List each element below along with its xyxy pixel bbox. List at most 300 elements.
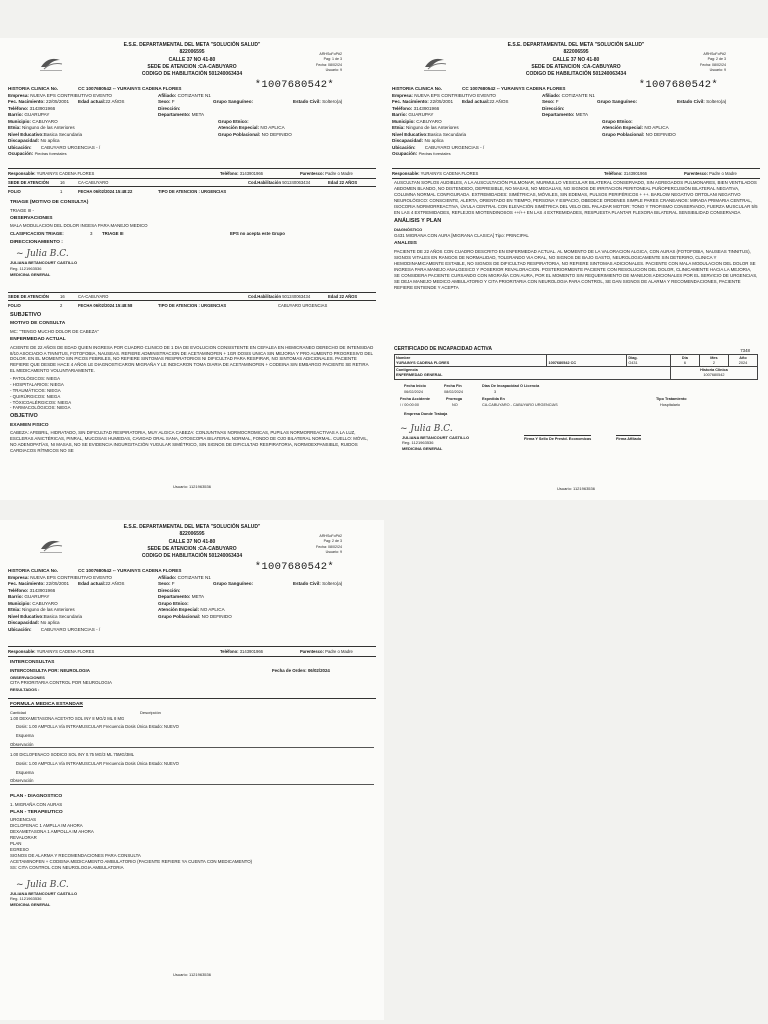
header-meta <box>316 52 342 74</box>
phone-label: Teléfono: <box>392 105 413 111</box>
nivel-value: Basica Secundaria <box>43 613 83 619</box>
responsable-label: Responsable: <box>8 649 36 654</box>
ocupacion-value: Piedras forestales <box>34 151 67 156</box>
doctor-signature-block <box>10 891 374 908</box>
empresa-value: NUEVA EPS CONTRIBUTIVO EVENTO <box>414 92 496 98</box>
signature-icon: ~ Julia B.C. <box>400 423 453 434</box>
esquema-label: Esquema <box>16 769 34 775</box>
municipio-value: CABUYARO <box>416 118 442 124</box>
fecha-accidente-value: / / 00:00:00 <box>400 402 419 407</box>
sede-name: SEDE DE ATENCION :CA-CABUYARO <box>147 545 237 552</box>
discapacidad-label: Discapacidad: <box>8 138 40 143</box>
history-page-2 <box>384 38 768 500</box>
etnia-value: Ninguno de las Anteriores <box>22 607 75 612</box>
header-meta <box>316 534 342 556</box>
empresa-label: Empresa: <box>392 92 413 98</box>
sex-label: Sexo: <box>158 99 171 104</box>
cod-label: Cod.Habilitación <box>248 294 282 299</box>
observacion-label: Observación <box>10 742 374 749</box>
observaciones-value: CITA PRIORITARIA CONTROL POR NEUROLOGIA <box>10 680 112 685</box>
plan-item: EGRESO <box>10 846 29 852</box>
signature-icon: ~ Julia B.C. <box>16 249 69 260</box>
responsable-phone-value: 3143901966 <box>239 171 263 176</box>
sede-label: SEDE DE ATENCIÓN <box>8 180 49 185</box>
plan-item: SS: CITA CONTROL CON NEUROLOGIA AMBULATORIA <box>10 864 124 870</box>
dias-value: 3 <box>494 389 497 394</box>
nivel-label: Nivel Educativo: <box>8 613 44 619</box>
patient-block <box>8 568 376 633</box>
form-code: ARHSoFoP#2 <box>319 52 342 56</box>
phone-label: Teléfono: <box>8 587 29 593</box>
plan-item: DICLOFENAC 1 AMPLLA IM AHORA <box>10 823 83 829</box>
header-user: Usuario: 9 <box>325 68 342 73</box>
observacion-label: Observación <box>10 778 374 785</box>
barrio-label: Barrio: <box>8 112 24 117</box>
cert-contingencia-label: Contigencia <box>396 367 418 372</box>
cert-day-label: Día <box>681 355 688 360</box>
responsable-phone-label: Teléfono: <box>220 649 239 654</box>
folio-date: FECHA 06/02/2024 15:48:22 <box>78 189 133 194</box>
interconsultas-title: INTERCONSULTAS <box>10 660 55 665</box>
habilitation-code: CODIGO DE HABILITACIÓN 501240063434 <box>141 553 243 559</box>
etnia-label: Etnia: <box>8 125 21 130</box>
cert-historia-value: 1007680542 <box>703 372 725 377</box>
responsable-row <box>8 170 376 177</box>
prorroga-label: Prorroga <box>446 396 463 401</box>
dias-label: Dias De Incapacidad O Licencia <box>482 383 540 388</box>
divider <box>8 168 376 169</box>
ocupacion-value: Piedras forestales <box>418 151 451 156</box>
footer-user: Usuario: 1121963536 <box>173 484 211 489</box>
motivo-title: MOTIVO DE CONSULTA <box>10 321 66 327</box>
doctor-name: JULIANA BETANCOURT CASTILLO <box>10 260 78 266</box>
org-name: E.S.E. DEPARTAMENTAL DEL META "SOLUCIÓN SALUD" <box>123 524 261 530</box>
age-value: 22 AÑOS <box>489 99 509 104</box>
poblacional-value: NO DEFINIDO <box>201 613 232 619</box>
doctor-name: JULIANA BETANCOURT CASTILLO <box>10 890 78 896</box>
address-label: Dirección: <box>542 105 565 111</box>
birth-value: 22/05/2001 <box>430 99 454 104</box>
expedida-label: Expedida En <box>482 396 505 401</box>
poblacional-label: Grupo Poblacional: <box>218 131 261 137</box>
doctor-signature-block <box>402 435 469 452</box>
etnia-label: Etnia: <box>392 125 405 130</box>
analisis-plan-title: ANÁLISIS Y PLAN <box>394 217 442 224</box>
antecedente-item: - HOSPITALARIOS: NIEGA <box>10 381 64 387</box>
age-value: 22 AÑOS <box>105 99 125 104</box>
clasificacion-number: 3 <box>90 230 93 236</box>
tipo-atencion: TIPO DE ATENCION : URGENCIAS <box>158 303 227 308</box>
divider <box>8 300 376 301</box>
afiliado-value: COTIZANTE N1 <box>177 574 211 580</box>
cert-historia-label: Historia Clinica <box>700 367 728 372</box>
empresa-value: NUEVA EPS CONTRIBUTIVO EVENTO <box>30 574 112 580</box>
doctor-reg: Reg. 1121963536 <box>10 896 42 902</box>
responsable-label: Responsable: <box>8 171 36 176</box>
antecedente-item: - PATOLÓGICOS: NIEGA <box>10 375 61 381</box>
historia-value: CC 1007680542 -- YURAINYS CADENA FLORES <box>78 568 182 573</box>
barrio-label: Barrio: <box>392 112 408 117</box>
descripcion-label: Descripción <box>140 709 161 715</box>
print-date: Fecha: 08/02/24 <box>700 62 726 67</box>
cert-month-label: Mes <box>710 355 718 360</box>
tipo-tratamiento-label: Tipo Tratamiento <box>656 396 687 401</box>
certificate-signatures <box>394 435 758 455</box>
plan-terapeutico-title: PLAN - TERAPEUTICO <box>10 809 63 815</box>
etnico-label: Grupo Etnico: <box>218 118 249 124</box>
folio-date: FECHA 06/02/2024 15:48:58 <box>78 303 133 308</box>
plan-list <box>10 817 374 870</box>
sede-band-2 <box>8 293 376 300</box>
nivel-label: Nivel Educativo: <box>8 131 44 137</box>
parentesco-label: Parentesco: <box>684 171 708 176</box>
responsable-phone-value: 3143901966 <box>623 171 647 176</box>
atencion-label: Atención Especial: <box>158 607 200 612</box>
barcode-text: *1007680542* <box>254 79 334 91</box>
cod-value: 501240063434 <box>282 294 311 299</box>
enfermedad-title: ENFERMEDAD ACTUAL <box>10 336 66 342</box>
depto-value: META <box>575 112 589 117</box>
fecha-inicio-value: 06/02/2024 <box>404 389 424 394</box>
sex-value: F <box>555 99 559 104</box>
firma-prestaciones-label: Firma Y Sello De Prestd. Economicas <box>524 436 592 441</box>
antecedente-item: - TÓXICOALÉRGICOS: NIEGA <box>10 399 72 405</box>
patient-block <box>392 86 760 158</box>
age-label: Edad actual: <box>78 99 106 104</box>
doctor-signature-block <box>10 260 374 277</box>
municipio-value: CABUYARO <box>32 118 58 124</box>
plan-item: PLAN <box>10 840 22 846</box>
fecha-fin-label: Fecha Fin <box>444 383 462 388</box>
responsable-value: YURAINYS CADENA FLORES <box>420 171 479 176</box>
sede-value: CA-CABUYARO <box>78 180 109 185</box>
triage-section <box>10 198 374 277</box>
cert-nombre-value: YURAINYS CADENA FLORES <box>396 360 450 365</box>
atencion-value: NO APLICA <box>200 607 225 612</box>
ocupacion-label: Ocupación: <box>8 151 34 156</box>
org-nit: 822006595 <box>179 531 205 538</box>
responsable-row <box>392 170 760 177</box>
org-nit: 822006595 <box>179 49 205 56</box>
municipio-label: Municipio: <box>8 118 31 124</box>
folio-value: 1 <box>60 189 63 194</box>
civil-label: Estado Civil: <box>677 99 705 104</box>
responsable-row <box>8 648 376 655</box>
parentesco-value: Padre o Madre <box>325 171 353 176</box>
page-number: Pag: 1 de 3 <box>323 57 342 62</box>
address-label: Dirección: <box>158 587 181 593</box>
form-code: ARHSoFoP#2 <box>703 52 726 56</box>
responsable-value: YURAINYS CADENA FLORES <box>36 649 95 654</box>
cert-nombre-label: Nombre <box>396 355 411 360</box>
nivel-value: Basica Secundaria <box>427 131 467 137</box>
subjetivo-section <box>10 310 374 456</box>
clasificacion-value: TRIAGE III <box>102 230 124 236</box>
clasificacion-label: CLASIFICACION TRIAGE: <box>10 230 64 236</box>
empresa-value: NUEVA EPS CONTRIBUTIVO EVENTO <box>30 92 112 98</box>
discapacidad-value: No aplica <box>424 138 444 143</box>
observaciones-label: OBSERVACIONES <box>10 674 45 680</box>
plan-item: SIGNOS DE ALARMA Y RECOMENDACIONES PARA CONSULTA <box>10 852 141 858</box>
responsable-value: YURAINYS CADENA FLORES <box>36 171 95 176</box>
antecedentes-list <box>10 376 374 412</box>
enfermedad-value: ACIENTE DE 22 AÑOS DE EDAD QUIEN INGRESA POR CUADRO CLINICO DE 1 DIA DE EVOLUCION CONSISTENTE EN CEFALEA EN HEMICRANEO DERECHO DE INTENSIDAD 8/10 ASOCIADO A TINNITUS, FOTOFOBIA, NAUSEAS. REFIERE ADMINISTRACION DE ACETAMINOFEN + 1GR DOSIS UNICA SIN MEJORIA Y PRO AUMENTO PROGRESIVO DEL DOLOR. EN EL MOMENTO SIN PICOS FEBRILES, NO REFIERE SINTOMAS RESPIRATORIOS NI DIFICULTAD PARA RESPIRAR, NO SINTOMAS ADICIONALES. PACIENTE REFIERE QUE DESDE HACE 4 AÑOS LE DIAGNOSTICARON MIGRAÑA Y LE INDICARON TOMA DIARIA DE ACETAMINOFEN + CODEINA SIN EMBARGO PACIENTE SE RETIRA EL MEDICAMENTO VOLUNTARIAMENTE. <box>10 344 374 374</box>
responsable-phone-label: Teléfono: <box>220 171 239 176</box>
barrio-value: GUARUPAY <box>408 112 434 117</box>
sex-value: F <box>171 99 175 104</box>
history-page-3 <box>0 520 384 1020</box>
exam-continued <box>394 180 758 292</box>
phone-value: 3143901966 <box>29 105 56 111</box>
sede-label: SEDE DE ATENCIÓN <box>8 294 49 299</box>
plan-diagnostico-value: 1. MIGRAÑA CON AURAS <box>10 801 63 807</box>
divider <box>8 646 376 647</box>
etnico-label: Grupo Etnico: <box>602 118 633 124</box>
phone-value: 3143901966 <box>29 587 56 593</box>
formula-section <box>10 700 374 785</box>
cod-value: 501240063434 <box>282 180 311 185</box>
motivo-value: MC: "TENGO MUCHO DOLOR DE CABEZA" <box>10 329 99 335</box>
fecha-fin-value: 08/02/2024 <box>444 389 464 394</box>
discapacidad-label: Discapacidad: <box>8 620 40 625</box>
objetivo-title: OBJETIVO <box>10 413 38 420</box>
firma-afiliado-label: Firma Afiliado <box>616 436 642 441</box>
afiliado-label: Afiliado: <box>158 574 177 580</box>
birth-label: Fec. Nacimiento: <box>8 581 45 586</box>
expedida-value: CA-CABUYARO - CABUYARO URGENCIAS <box>482 402 558 407</box>
age-value: 22 AÑOS <box>105 581 125 586</box>
nivel-label: Nivel Educativo: <box>392 131 428 137</box>
historia-value: CC 1007680542 -- YURAINYS CADENA FLORES <box>462 86 566 91</box>
doctor-name: JULIANA BETANCOURT CASTILLO <box>402 434 470 440</box>
plan-item: DEXAMETASONA 1 AMPOLLA IM AHORA <box>10 829 94 835</box>
municipio-label: Municipio: <box>392 118 415 124</box>
antecedente-item: - FARMACOLÓGICOS: NIEGA <box>10 405 71 411</box>
depto-label: Departamento: <box>542 112 575 117</box>
parentesco-value: Padre o Madre <box>709 171 737 176</box>
doctor-reg: Reg. 1121963536 <box>402 440 434 446</box>
atencion-value: NO APLICA <box>644 125 669 130</box>
doctor-role: MEDICINA GENERAL <box>402 445 443 451</box>
barrio-value: GUARUPAY <box>24 112 50 117</box>
civil-value: Soltero(a) <box>322 581 343 586</box>
discapacidad-value: No aplica <box>40 138 60 143</box>
page-number: Pag: 2 de 3 <box>323 539 342 544</box>
etnia-value: Ninguno de las Anteriores <box>406 125 459 130</box>
poblacional-value: NO DEFINIDO <box>261 131 292 137</box>
triage-title: TRIAGE (MOTIVO DE CONSULTA) <box>10 200 89 205</box>
analisis-title: ANALISIS <box>394 241 417 247</box>
barrio-label: Barrio: <box>8 594 24 599</box>
ubicacion-value: CABUYARO URGENCIAS - / <box>40 626 101 632</box>
cert-year-value: 2024 <box>738 360 748 365</box>
blood-group-label: Grupo Sanguíneo: <box>213 99 254 104</box>
barrio-value: GUARUPAY <box>24 594 50 599</box>
cert-day-value: 6 <box>683 360 686 365</box>
divider <box>392 178 760 179</box>
ubicacion-value: CABUYARO URGENCIAS - / <box>424 144 485 150</box>
discapacidad-label: Discapacidad: <box>392 138 424 143</box>
certificate-number: 7348 <box>740 348 750 353</box>
birth-label: Fec. Nacimiento: <box>8 99 45 104</box>
sede-name: SEDE DE ATENCION :CA-CABUYARO <box>147 63 237 70</box>
parentesco-label: Parentesco: <box>300 171 324 176</box>
poblacional-value: NO DEFINIDO <box>645 131 676 137</box>
cert-diag-value: G431 <box>628 360 638 365</box>
barcode-text: *1007680542* <box>254 561 334 573</box>
afiliado-label: Afiliado: <box>158 92 177 98</box>
org-address: CALLE 37 NO 41-80 <box>168 538 216 545</box>
civil-value: Soltero(a) <box>322 99 343 104</box>
cod-label: Cod.Habilitación <box>248 180 282 185</box>
resultados-label: RESULTADOS : <box>10 687 40 693</box>
cert-month-value: 2 <box>712 360 715 365</box>
afiliado-value: COTIZANTE N1 <box>177 92 211 98</box>
antecedente-item: - QUIRÚRGICOS: NIEGA <box>10 393 61 399</box>
doctor-reg: Reg. 1121963536 <box>10 265 42 271</box>
folio-label: FOLIO <box>8 303 21 308</box>
ubicacion-value: CABUYARO URGENCIAS - / <box>40 144 101 150</box>
blood-group-label: Grupo Sanguíneo: <box>597 99 638 104</box>
folio-band <box>8 188 376 195</box>
nivel-value: Basica Secundaria <box>43 131 83 137</box>
footer-user: Usuario: 1121963536 <box>557 486 595 491</box>
address-label: Dirección: <box>158 105 181 111</box>
diagnostico-label: DIAGNÓSTICO <box>394 227 423 233</box>
tipo-atencion: TIPO DE ATENCION : URGENCIAS <box>158 189 227 194</box>
edad-band: Edad 22 AÑOS <box>328 180 358 185</box>
interconsulta-por: INTERCONSULTA POR: NEUROLOGIA <box>10 667 90 673</box>
depto-value: META <box>191 594 205 599</box>
clasificacion-row <box>10 231 374 238</box>
responsable-label: Responsable: <box>392 171 420 176</box>
tipo-tratamiento-value: Hospitalario <box>660 402 681 407</box>
cantidad-label: Cantidad <box>10 709 27 715</box>
sede-band <box>8 179 376 186</box>
phone-label: Teléfono: <box>8 105 29 111</box>
exam-continued-text: AUSCULTAN SOPLOS AUDIBLES, A LA AUSCULTACIÓN PULMONAR, MURMULLO VESICULAR BILATERAL CONSERVADO, SIN AGREGADOS PULMONARES, BIEN VENTILADOS ABDOMEN BLANDO, NO DISTENDIDO, DEPRESIBLE, NO MASAS, NO MEGALIAS, NO SIGNOS DE IRRITACION PERITONEAL PUÑOPERCUSIÓN BILATERAL NEGATIVA, COLUMNA NORMAL CONFIGURADA. EXTREMIDADES: SIMÉTRICAS, MÓVILES, SIN EDEMAS, PULSOS PERIFÉRICOS + ++. BARLOW NEGATIVO ORTOLANI NEGATIVO NEUROLÓGICO: CONSCIENTE, ALERTA, ORIENTADO EN TIEMPO, PERSONA Y ESPACIO, OBEDECE ORDENES SIMPLE PARES CRANEANOS: MIRADA PRIMARIA CENTRAL, ISOCORIA NORMORREACTIVA, ÚVULA CENTRAL CON ELEVACIÓN SIMÉTRICA DEL VELO DEL PALADAR MOTOR: TONO Y TROFISMO CONSERVADO, FUERZA MUSCULAR 5/5 EN LAS 4 EXTREMIDADES, REFLEJOS MIOTENDINOSOS ++/++ EN LAS 4 EXTREMIDADES, RESPUESTA PLANTAR FLEXORA BILATERAL SENSIBILIDAD CONSERVADA <box>394 180 758 215</box>
civil-label: Estado Civil: <box>293 99 321 104</box>
doctor-role: MEDICINA GENERAL <box>10 901 51 907</box>
print-date: Fecha: 08/02/24 <box>316 544 342 549</box>
drug-dosis: Dosis: 1.00 AMPOLLA Vía INTRAMUSCULAR Frecuencia Dosis Única Estado: NUEVO <box>16 760 179 766</box>
patient-block <box>8 86 376 158</box>
responsable-phone-value: 3143901966 <box>239 649 263 654</box>
age-label: Edad actual: <box>462 99 490 104</box>
folio-band-2 <box>8 302 376 309</box>
sede-name: SEDE DE ATENCION :CA-CABUYARO <box>531 63 621 70</box>
historia-label: HISTORIA CLINICA No. <box>8 86 59 91</box>
plan-item: REVALORAR <box>10 834 37 840</box>
afiliado-label: Afiliado: <box>542 92 561 98</box>
depto-value: META <box>191 112 205 117</box>
civil-value: Soltero(a) <box>706 99 727 104</box>
etnia-value: Ninguno de las Anteriores <box>22 125 75 130</box>
subjetivo-title: SUBJETIVO <box>10 312 42 318</box>
historia-label: HISTORIA CLINICA No. <box>392 86 443 91</box>
sex-value: F <box>171 581 175 586</box>
fecha-inicio-label: Fecha Inicio <box>404 383 426 388</box>
empresa-label: Empresa: <box>8 574 29 580</box>
etnia-label: Etnia: <box>8 607 21 612</box>
cert-diag-label: Diag. <box>628 355 638 360</box>
direccionamiento-title: DIRECCIONAMIENTO : <box>10 239 63 245</box>
org-name: E.S.E. DEPARTAMENTAL DEL META "SOLUCIÓN SALUD" <box>123 42 261 48</box>
poblacional-label: Grupo Poblacional: <box>602 131 645 137</box>
antecedente-item: - TRAUMÁTICOS: NIEGA <box>10 387 61 393</box>
certificate-table <box>394 354 758 380</box>
phone-value: 3143901966 <box>413 105 440 111</box>
esquema-label: Esquema <box>16 732 34 738</box>
blood-group-label: Grupo Sanguíneo: <box>213 581 254 586</box>
certificate-details <box>394 384 758 410</box>
examen-title: EXAMEN FISICO <box>10 422 49 428</box>
org-address: CALLE 37 NO 41-80 <box>552 56 600 63</box>
barcode-text: *1007680542* <box>638 79 718 91</box>
discapacidad-value: No aplica <box>40 620 60 625</box>
analisis-value: PACIENTE DE 22 AÑOS CON CUADRO DESCRITO EN ENFERMEDAD ACTUAL. AL MOMENTO DE LA VALORACION ALGICA, CON AURAS (FOTOFOBIA, NAUSEAS TINNITUS), SIGNOS VITALES EN RANGOS DE NORMALIDAD, TOLERANDO VIA ORAL, NO SIGNOS DE BAJO GASTO, NEUROLOGICAMENTE SIN DETERIRO, CLINICA Y HEMODINAMICAMENTE ESTABLE, NO SIGNOS DE DIFICULTAD RESPIRATORIA, NO REFIERE SINTOMAS ADICIONALES. PACIENTE CON MALA MODULACION DEL DOLOR SE INGRESA PARA MANEJO ANALGESICO Y POSERIOR REVALORACION. POSTERIORMENTE PACIENTE CON RESOLUCION DEL DOLOR, CLINICAMENTE HACIA LA MEJORIA, SE CONSIDERA PACIENTE CURSANDO CON MIGRAÑA CON AURA, POR EL MOMENTO SIN REQUERIMIENTO DE MANEJOS ADICIONALES POR EL SERVICIO DE URGENCIAS, SE DEJA MANEJO MEDICO AMBULATORIO Y CITA PRIORITARIA CON NEUROLOGIA PARA CONTROL, SE DAN SIGNOS DE ALARMA Y RECOMENDACIONES, PACIENTE REFIERE ENTIENDE Y ACEPTA <box>394 248 758 290</box>
plan-item: URGENCIAS <box>10 817 37 823</box>
municipio-value: CABUYARO <box>32 600 58 606</box>
cert-contingencia-value: ENFERMEDAD GENERAL <box>396 372 443 377</box>
depto-label: Departamento: <box>158 112 191 117</box>
page-number: Pag: 2 de 3 <box>707 57 726 62</box>
empresa-label: Empresa: <box>8 92 29 98</box>
triage-value: TRIAGE III - <box>10 207 34 213</box>
drug-dosis: Dosis: 1.00 AMPOLLA Vía INTRAMUSCULAR Frecuencia Dosis Única Estado: NUEVO <box>16 724 179 730</box>
parentesco-value: Padre o Madre <box>325 649 353 654</box>
folio-value: 2 <box>60 303 63 308</box>
folio-ubicacion: CABUYARO URGENCIAS <box>278 303 328 308</box>
header-user: Usuario: 9 <box>709 68 726 73</box>
civil-label: Estado Civil: <box>293 581 321 586</box>
cert-id-value: 1007680542 CC <box>548 360 577 365</box>
sede-number: 16 <box>60 180 65 185</box>
certificate-title: CERTIFICADO DE INCAPACIDAD ACTIVA <box>394 346 492 352</box>
plan-diagnostico-title: PLAN - DIAGNOSTICO <box>10 794 63 799</box>
diagnostico-value: G431 MIGRANA CON AURA [MIGRANA CLASICA] Tipo: PRINCIPAL <box>394 233 529 239</box>
observaciones-value: MALA MODULACION DEL DOLOR INGESA PARA MANEJO MEDICO <box>10 223 148 229</box>
eps-note: EPS no acepta este Grupo <box>230 230 285 236</box>
sede-number: 16 <box>60 294 65 299</box>
age-label: Edad actual: <box>78 581 106 586</box>
header-user: Usuario: 9 <box>325 550 342 555</box>
observaciones-title: OBSERVACIONES <box>10 215 53 221</box>
plan-section <box>10 792 374 908</box>
plan-item: ACETAMINOFEN + CODEINA MEDICAMENTO AMBULATORIO (PACIENTE REFIERE YA CUENTA CON MEDICAMENTO) <box>10 858 253 864</box>
divider <box>392 168 760 169</box>
atencion-value: NO APLICA <box>260 125 285 130</box>
divider <box>8 698 376 699</box>
form-code: ARHSoFoP#2 <box>319 534 342 538</box>
folio-label: FOLIO <box>8 189 21 194</box>
habilitation-code: CODIGO DE HABILITACIÓN 501240063434 <box>141 71 243 77</box>
responsable-phone-label: Teléfono: <box>604 171 623 176</box>
footer-user: Usuario: 1121963536 <box>173 972 211 977</box>
depto-label: Departamento: <box>158 594 191 599</box>
org-name: E.S.E. DEPARTAMENTAL DEL META "SOLUCIÓN SALUD" <box>507 42 645 48</box>
print-date: Fecha: 08/02/24 <box>316 62 342 67</box>
poblacional-label: Grupo Poblacional: <box>158 613 201 619</box>
sede-value: CA-CABUYARO <box>78 294 109 299</box>
cert-year-label: Año <box>739 355 747 360</box>
edad-band: Edad 22 AÑOS <box>328 294 358 299</box>
atencion-label: Atención Especial: <box>602 125 644 130</box>
header-meta <box>700 52 726 74</box>
drug-line: 1.00 DEXAMETASONA ACETATO SOL INY 8 MG/2 ML 8 MG <box>10 715 125 721</box>
parentesco-label: Parentesco: <box>300 649 324 654</box>
empresa-trabaja-label: Empresa Donde Trabaja <box>404 411 448 416</box>
